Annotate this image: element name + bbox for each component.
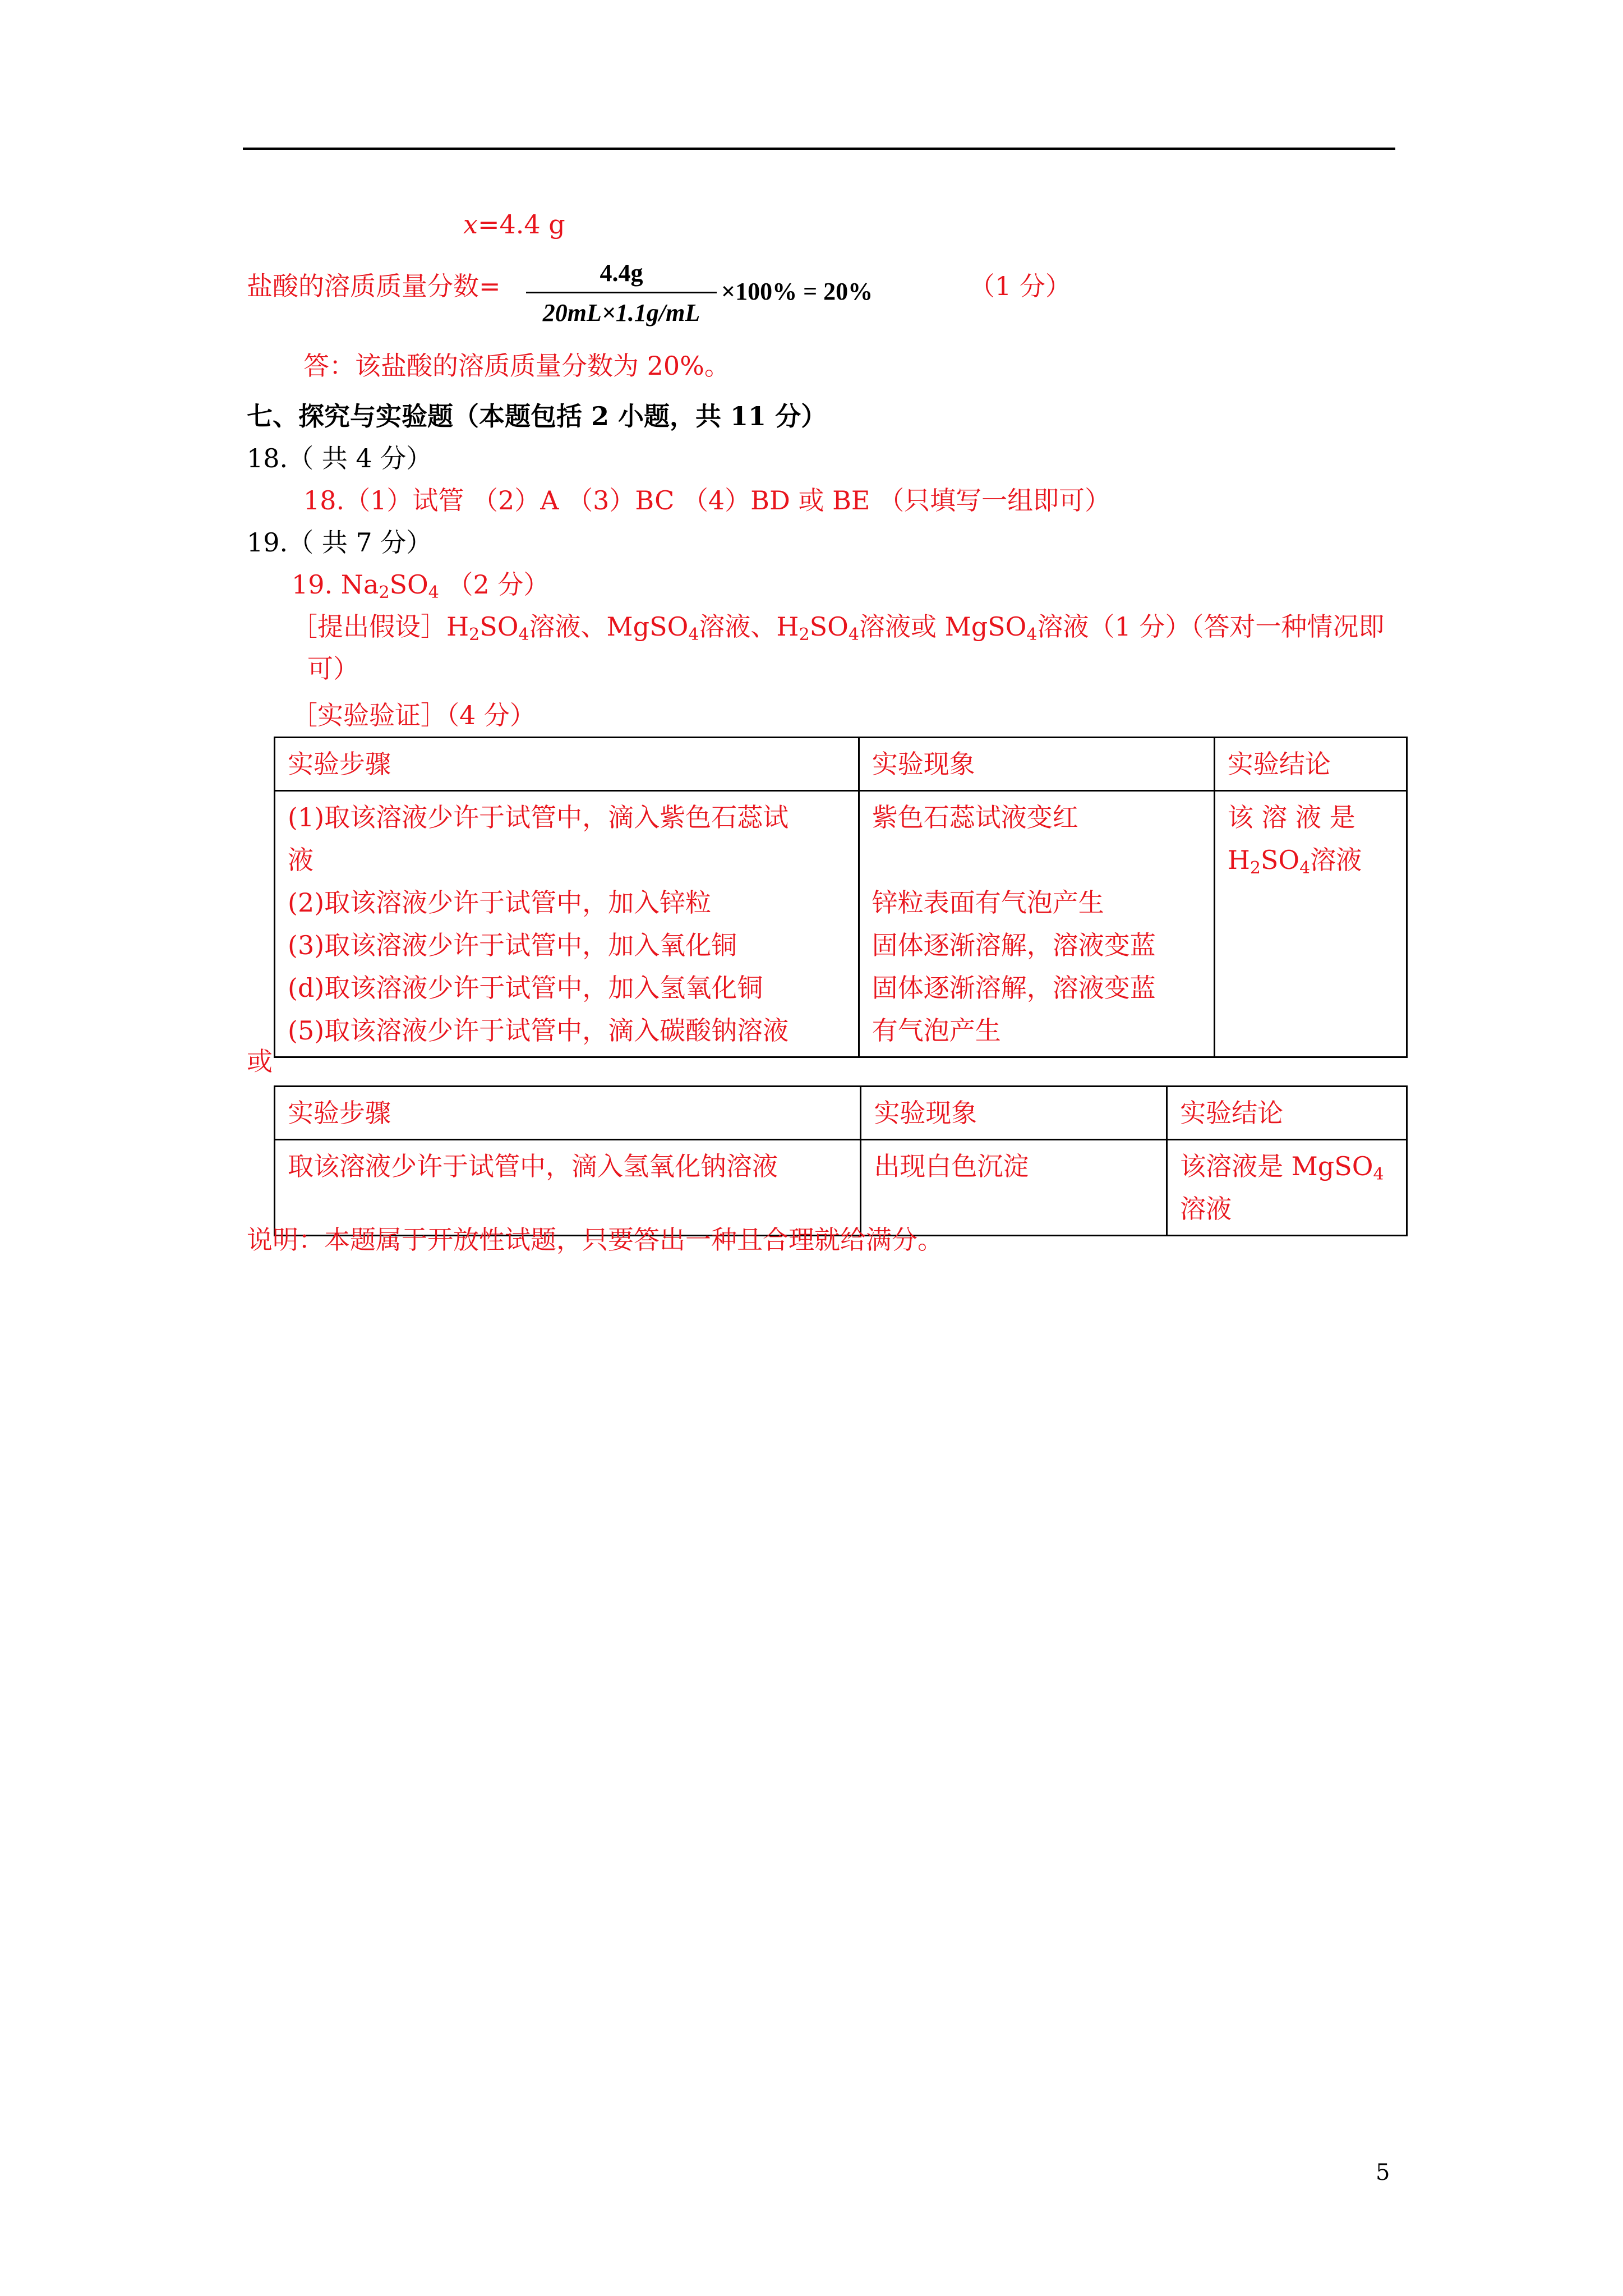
note-line: 说明：本题属于开放性试题，只要答出一种且合理就给满分。 xyxy=(247,1225,943,1255)
step-line: 液 xyxy=(288,845,313,875)
answer-line: 答：该盐酸的溶质质量分数为 20%。 xyxy=(303,351,730,381)
phenomena-cell xyxy=(859,791,1214,1057)
q19-ans-score: （2 分） xyxy=(447,569,550,600)
mass-fraction-label: 盐酸的溶质质量分数= xyxy=(247,271,501,301)
hyp-sub: 2 xyxy=(469,625,480,645)
phenomenon-line xyxy=(872,839,1201,881)
fraction-denominator: 20mL×1.1g/mL xyxy=(542,299,700,326)
hyp-part: 溶液或 MgSO xyxy=(859,611,1027,642)
conclusion-cell xyxy=(1214,791,1407,1057)
x-value-line xyxy=(463,208,565,241)
fraction-numerator: 4.4g xyxy=(600,259,643,287)
step-line: (3)取该溶液少许于试管中，加入氧化铜 xyxy=(288,930,737,960)
conclusion-sub: 2 xyxy=(1249,858,1261,878)
q19-ans-na: 19. Na xyxy=(292,569,379,600)
section7-title: 七、探究与实验题（本题包括 2 小题，共 11 分） xyxy=(247,401,827,431)
conclusion-cell xyxy=(1167,1140,1407,1236)
header-conclusion: 实验结论 xyxy=(1167,1087,1407,1140)
hyp-part: SO xyxy=(479,611,519,642)
mass-fraction-formula xyxy=(526,257,717,329)
conclusion-sub: 4 xyxy=(1299,858,1311,878)
x-variable: x xyxy=(463,209,478,240)
phenomenon-line: 紫色石蕊试液变红 xyxy=(872,802,1078,832)
q18-answer: 18.（1）试管 （2）A （3）BC （4）BD 或 BE （只填写一组即可） xyxy=(303,485,1111,516)
header-rule xyxy=(243,148,1395,150)
table-header-row xyxy=(275,1087,1407,1140)
conclusion-line xyxy=(1228,839,1394,881)
x-value: =4.4 g xyxy=(477,209,565,240)
hyp-sub: 4 xyxy=(1026,625,1038,645)
conclusion-part: 溶液 xyxy=(1310,845,1362,875)
table-row xyxy=(275,791,1407,1057)
q19-sub2: 2 xyxy=(379,583,390,602)
hyp-part: 溶液、MgSO xyxy=(529,611,689,642)
table-header-row xyxy=(275,738,1407,791)
verification-table-2 xyxy=(274,1085,1408,1236)
verification-table-1 xyxy=(274,737,1408,1058)
phenomenon-line: 固体逐渐溶解，溶液变蓝 xyxy=(872,973,1156,1003)
steps-cell xyxy=(275,791,859,1057)
step-cell: 取该溶液少许于试管中，滴入氢氧化钠溶液 xyxy=(275,1140,861,1236)
page-number: 5 xyxy=(1376,2160,1390,2185)
conclusion-line: 该 溶 液 是 xyxy=(1227,802,1355,832)
header-phenomenon: 实验现象 xyxy=(859,738,1214,791)
q18-label: 18.（ 共 4 分） xyxy=(247,443,432,473)
hyp-part: 溶液（1 分）（答对一种情况即 xyxy=(1037,611,1385,642)
phenomenon-line: 固体逐渐溶解，溶液变蓝 xyxy=(872,930,1156,960)
q19-answer xyxy=(292,568,549,601)
header-phenomenon: 实验现象 xyxy=(861,1087,1167,1140)
header-conclusion: 实验结论 xyxy=(1214,738,1407,791)
table-row xyxy=(275,1140,1407,1236)
phenomenon-line: 有气泡产生 xyxy=(872,1015,1001,1046)
conclusion-part: 该溶液是 MgSO xyxy=(1180,1151,1373,1181)
header-step: 实验步骤 xyxy=(275,1087,861,1140)
q19-sub4: 4 xyxy=(428,583,439,602)
conclusion-sub: 4 xyxy=(1373,1165,1384,1184)
hyp-part: SO xyxy=(809,611,849,642)
step-line: (1)取该溶液少许于试管中，滴入紫色石蕊试 xyxy=(288,802,789,832)
hypothesis-line xyxy=(292,610,1384,643)
hyp-part: ［提出假设］H xyxy=(292,611,469,642)
hyp-sub: 4 xyxy=(688,625,699,645)
fraction-result: ×100% = 20% xyxy=(721,278,873,305)
conclusion-part: H xyxy=(1227,845,1250,875)
step-line: (d)取该溶液少许于试管中，加入氢氧化铜 xyxy=(288,973,763,1003)
conclusion-part: SO xyxy=(1260,845,1300,875)
phenomenon-line: 锌粒表面有气泡产生 xyxy=(872,887,1104,918)
header-step: 实验步骤 xyxy=(275,738,859,791)
hyp-part: 溶液、H xyxy=(699,611,799,642)
conclusion-line xyxy=(1180,1145,1394,1188)
phenomenon-cell: 出现白色沉淀 xyxy=(861,1140,1167,1236)
fraction-bar xyxy=(526,292,717,293)
hyp-sub: 2 xyxy=(799,625,810,645)
conclusion-line: 溶液 xyxy=(1180,1194,1232,1224)
score-1: （1 分） xyxy=(969,271,1071,301)
q19-ans-so: SO xyxy=(389,569,428,600)
q19-label: 19.（ 共 7 分） xyxy=(247,527,432,558)
or-label: 或 xyxy=(247,1046,273,1076)
step-line: (5)取该溶液少许于试管中，滴入碳酸钠溶液 xyxy=(288,1015,789,1046)
step-line: (2)取该溶液少许于试管中，加入锌粒 xyxy=(288,887,712,918)
verify-label: ［实验验证］（4 分） xyxy=(292,700,536,730)
hyp-sub: 4 xyxy=(848,625,859,645)
hypothesis-cont: 可） xyxy=(307,654,359,684)
hyp-sub: 4 xyxy=(518,625,529,645)
